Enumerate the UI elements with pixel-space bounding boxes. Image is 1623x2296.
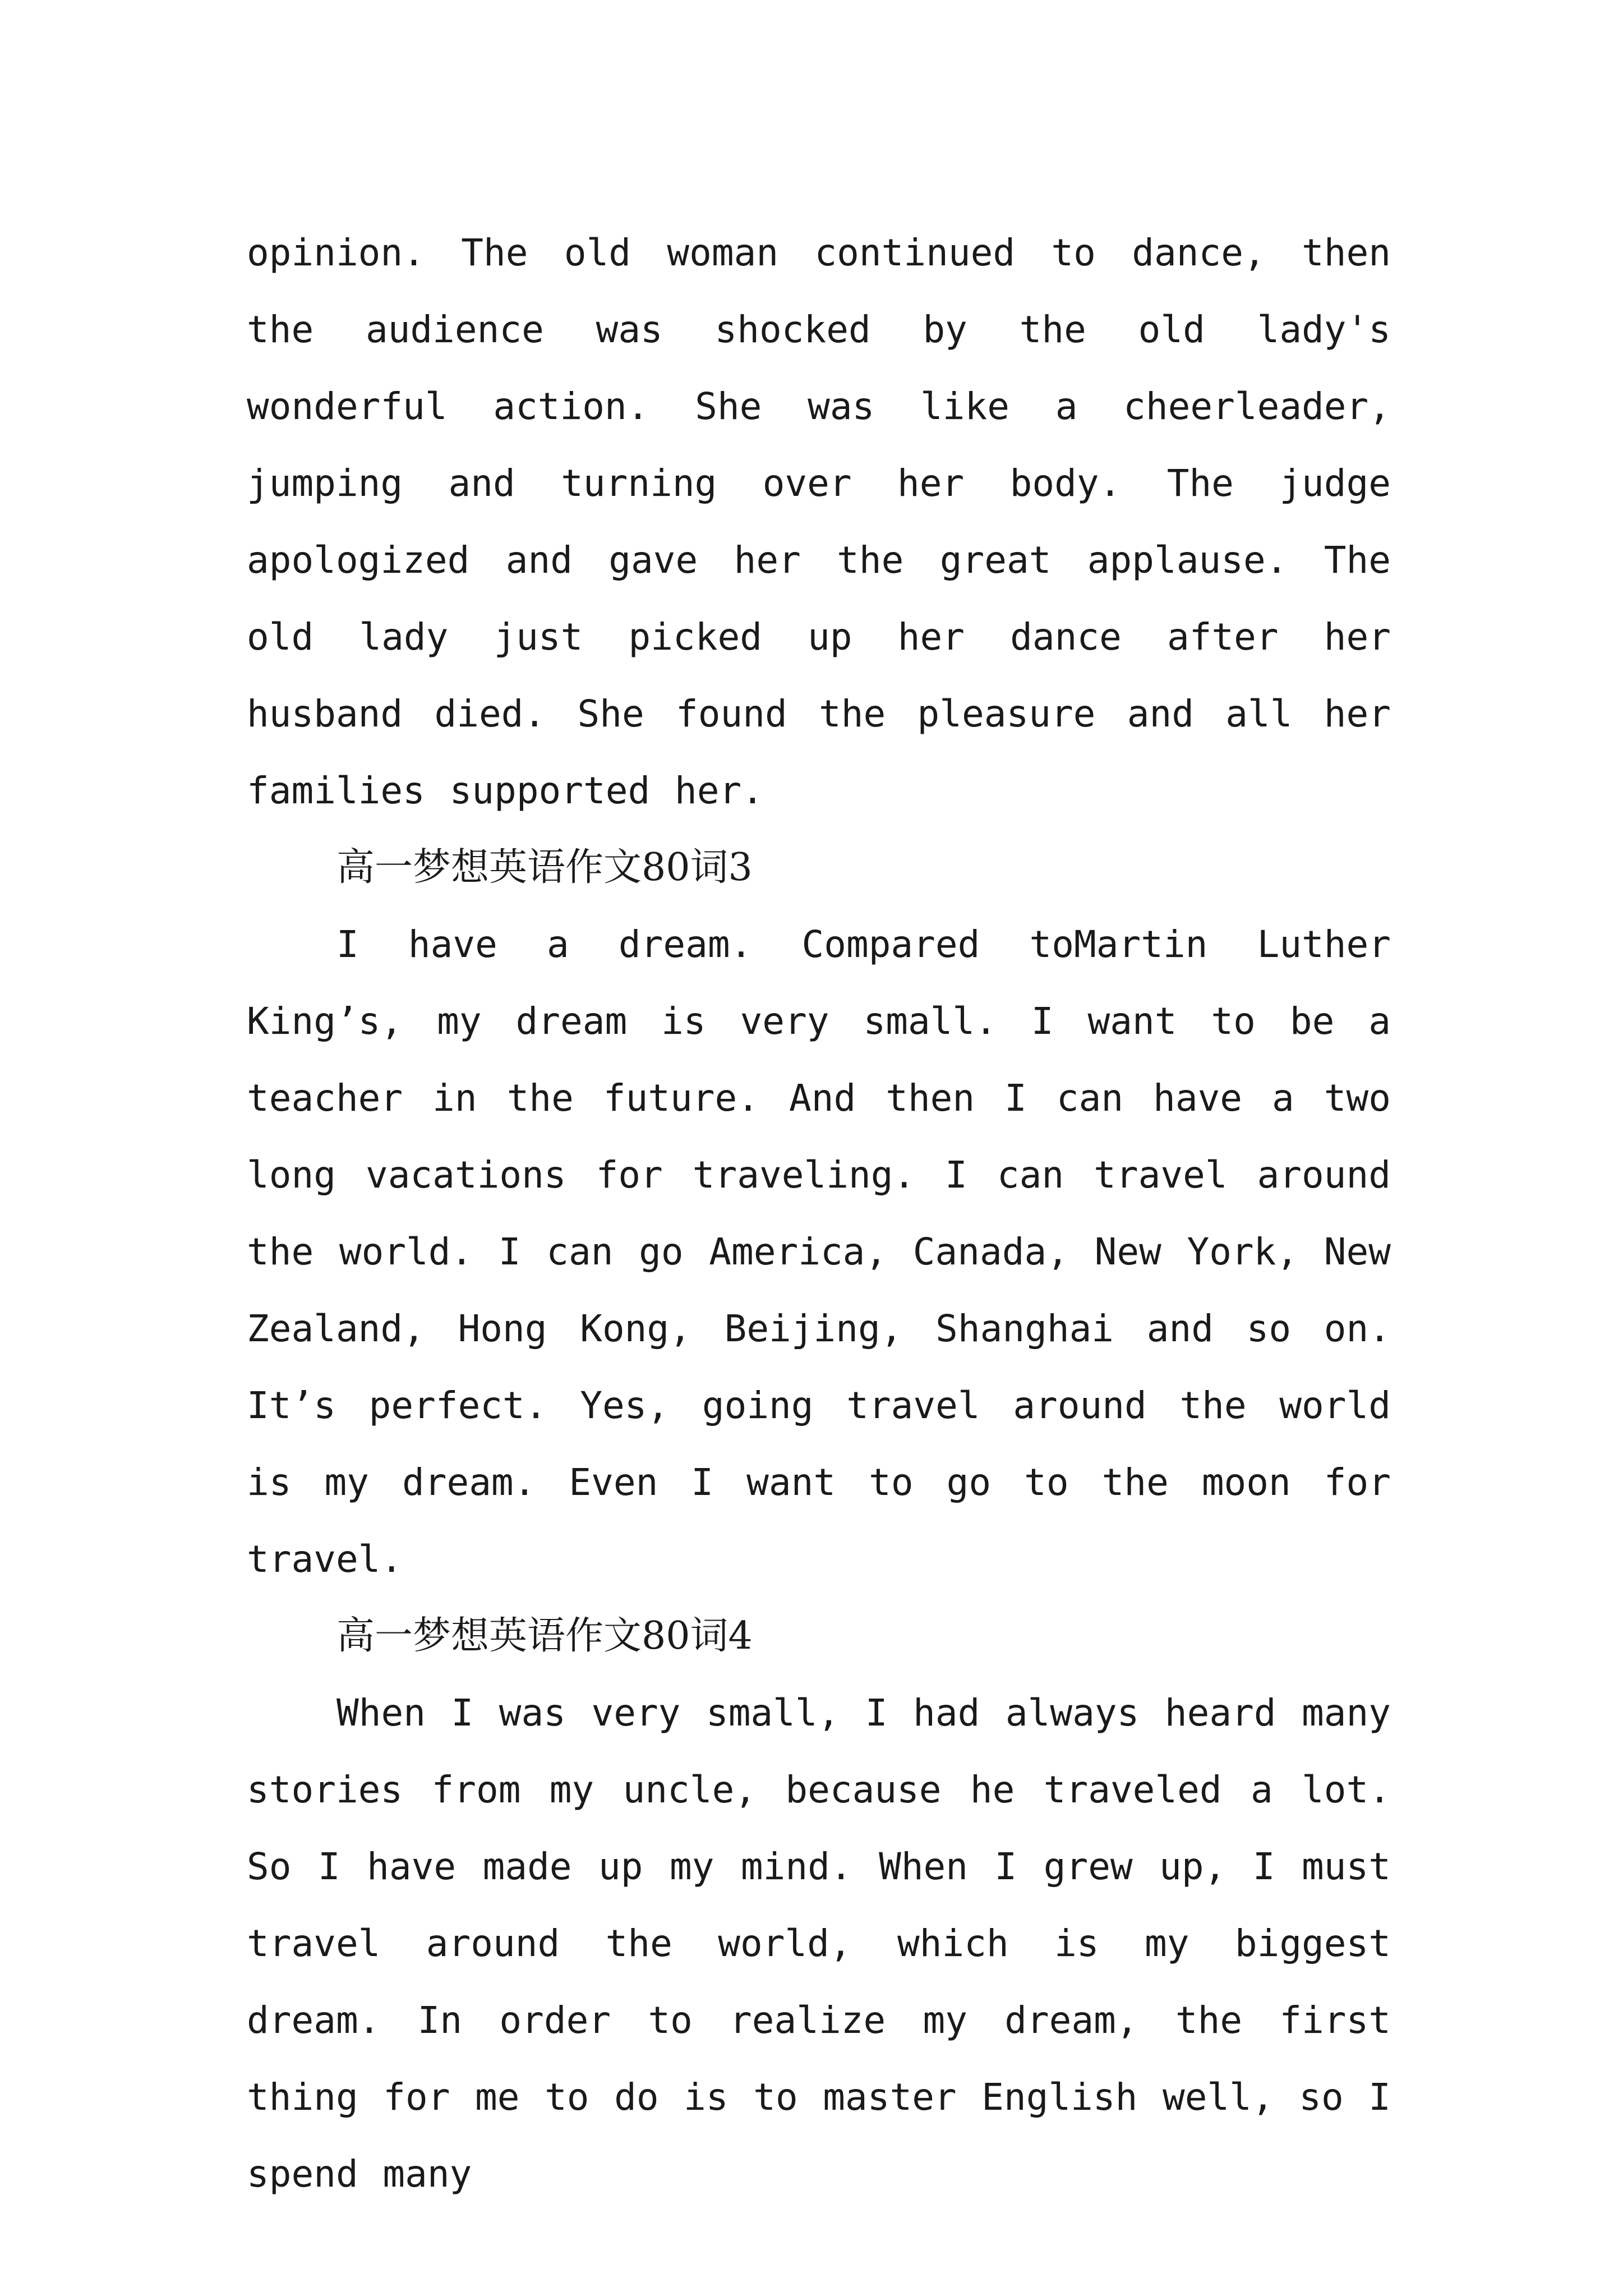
document-body [247, 214, 1391, 2212]
section-heading-3: 高一梦想英语作文80词3 [336, 845, 753, 890]
paragraph-dream-travel: When I was very small, I had always heard many stories from my uncle, because he traveled a lot. So I have made up my mind. When I grew up, I must travel around the world, which is my biggest dream. In order to realize my dream, the first thing for me to do is to master English well, so I spend many [247, 1691, 1391, 2196]
paragraph-dream-teacher: I have a dream. Compared toMartin Luther King’s, my dream is very small. I want to be a teacher in the future. And then I can have a two long vacations for traveling. I can travel around the world. I can go America, Canada, New York, New Zealand, Hong Kong, Beijing, Shanghai and so on. It’s perfect. Yes, going travel around the world is my dream. Even I want to go to the moon for travel. [247, 923, 1391, 1581]
section-heading-4: 高一梦想英语作文80词4 [336, 1614, 753, 1658]
paragraph-opinion: opinion. The old woman continued to dance, then the audience was shocked by the old lady's wonderful action. She was like a cheerleader, jumping and turning over her body. The judge apologized and gave her the great applause. The old lady just picked up her dance after her husband died. She found the pleasure and all her families supported her. [247, 231, 1391, 812]
